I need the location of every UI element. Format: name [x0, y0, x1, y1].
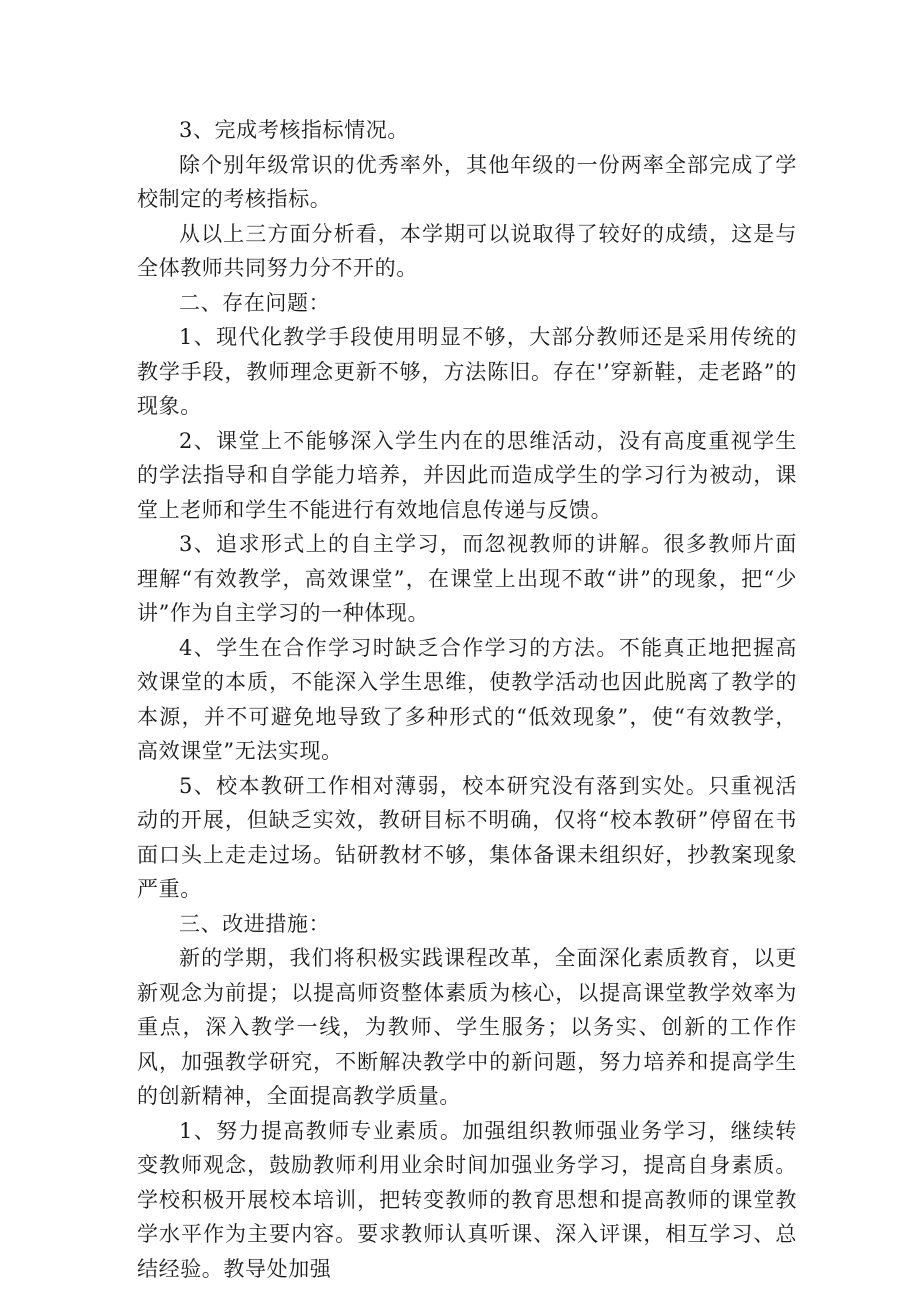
paragraph-problem-4: 4、学生在合作学习时缺乏合作学习的方法。不能真正地把握高效课堂的本质，不能深入学生思维，使教学活动也因此脱离了教学的本源，并不可避免地导致了多种形式的“低效现象”，使“有效教学，高效课堂”无法实现。 — [137, 635, 797, 763]
paragraph-measures-intro: 新的学期，我们将积极实践课程改革，全面深化素质教育，以更新观念为前提；以提高师资整体素质为核心，以提高课堂教学效率为重点，深入教学一线，为教师、学生服务；以务实、创新的工作作风，加强教学研究，不断解决教学中的新问题，努力培养和提高学生的创新精神，全面提高教学质量。 — [137, 946, 797, 1108]
section-heading-measures: 三、改进措施： — [179, 911, 331, 936]
paragraph-completion-detail: 除个别年级常识的优秀率外，其他年级的一份两率全部完成了学校制定的考核指标。 — [137, 152, 797, 211]
paragraph-completion-heading: 3、完成考核指标情况。 — [179, 118, 409, 142]
paragraph-problem-3: 3、追求形式上的自主学习，而忽视教师的讲解。很多教师片面理解“有效教学，高效课堂”，在课堂上出现不敢“讲”的现象，把“少讲”作为自主学习的一种体现。 — [137, 532, 797, 625]
document-body — [137, 113, 797, 1286]
paragraph-problem-2: 2、课堂上不能够深入学生内在的思维活动，没有高度重视学生的学法指导和自学能力培养，并因此而造成学生的学习行为被动，课堂上老师和学生不能进行有效地信息传递与反馈。 — [137, 428, 797, 522]
paragraph-problem-1: 1、现代化教学手段使用明显不够，大部分教师还是采用传统的教学手段，教师理念更新不够，方法陈旧。存在'’穿新鞋，走老路”的现象。 — [137, 325, 797, 418]
section-heading-problems: 二、存在问题： — [179, 290, 331, 315]
paragraph-measure-1: 1、努力提高教师专业素质。加强组织教师强业务学习，继续转变教师观念，鼓励教师利用业余时间加强业务学习，提高自身素质。学校积极开展校本培训，把转变教师的教育思想和提高教师的课堂教学水平作为主要内容。要求教师认真听课、深入评课，相互学习、总结经验。教导处加强 — [137, 1118, 797, 1281]
paragraph-problem-5: 5、校本教研工作相对薄弱，校本研究没有落到实处。只重视活动的开展，但缺乏实效，教研目标不明确，仅将“校本教研”停留在书面口头上走走过场。钻研教材不够，集体备课未组织好，抄教案现象严重。 — [137, 773, 797, 901]
paragraph-summary: 从以上三方面分析看，本学期可以说取得了较好的成绩，这是与全体教师共同努力分不开的。 — [137, 221, 797, 280]
